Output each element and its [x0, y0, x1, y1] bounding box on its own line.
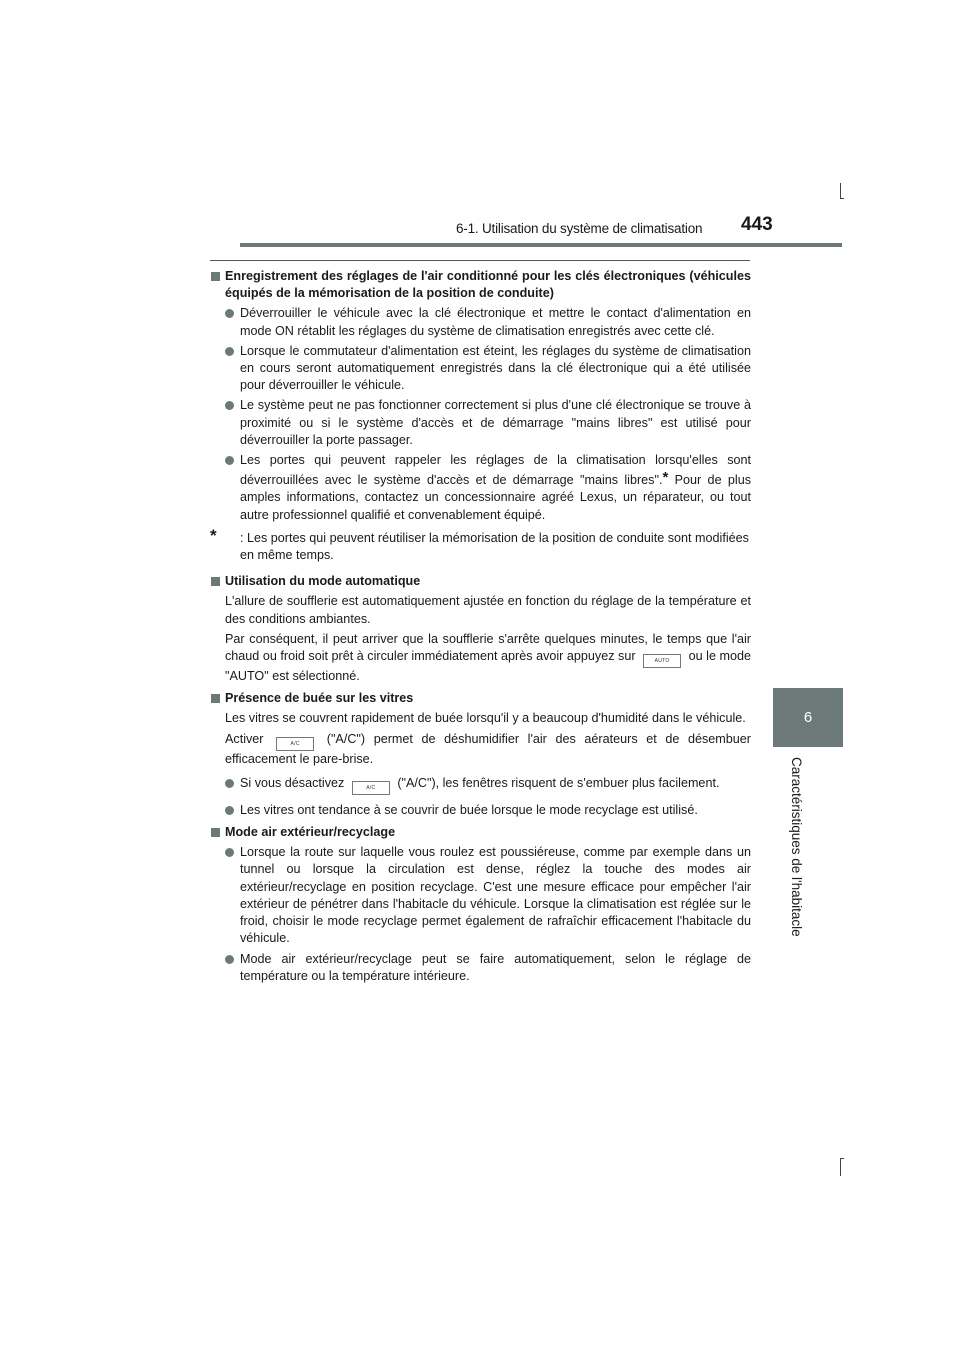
list-item-text: Lorsque la route sur laquelle vous roulez est poussiéreuse, comme par exemple dans un tunnel ou lorsque la circulation est dense, réglez la touche des modes air extérieur/recyclage en position recyclage. C'est une mesure efficace pour empêcher l'air extérieur de pénétrer dans l'habitacle du véhicule. Lorsque la climatisation est réglée sur le froid, choisir le mode recyclage permet également de rafraîchir efficacement l'habitacle du véhicule.: [240, 845, 751, 946]
chapter-label-vertical: [778, 757, 808, 937]
section-heading: [210, 268, 751, 302]
list-item-text: Les portes qui peuvent rappeler les réglages de la climatisation lorsqu'elles sont déverrouillées avec le système d'accès et de démarrage "mains libres".: [240, 453, 751, 488]
auto-button-icon: AUTO: [643, 654, 681, 668]
list-item-text: Si vous désactivez: [240, 775, 345, 790]
paragraph-text: ("A/C") permet de déshumidifier l'air des aérateurs et de désembuer efficacement le pare-brise.: [225, 731, 752, 766]
section-title: 6-1. Utilisation du système de climatisation: [456, 221, 703, 236]
section-fogging: [210, 690, 751, 819]
round-bullet-icon: [225, 456, 234, 465]
section-memory-settings: [210, 268, 751, 564]
footnote-marker: *: [662, 469, 669, 487]
section-heading-text: Présence de buée sur les vitres: [225, 691, 414, 706]
round-bullet-icon: [225, 309, 234, 318]
round-bullet-icon: [225, 848, 234, 857]
list-item: [210, 802, 751, 819]
ac-button-icon: A/C: [276, 737, 314, 751]
crop-mark-bottom: [840, 1158, 841, 1176]
square-bullet-icon: [211, 694, 220, 703]
list-item: [210, 397, 751, 449]
section-heading-text: Mode air extérieur/recyclage: [225, 825, 396, 840]
chapter-number: 6: [803, 709, 813, 726]
section-auto-mode: [210, 573, 751, 685]
list-item-text: Pour de plus amples informations, contactez un concessionnaire agréé Lexus, un réparateur, ou tout autre professionnel qualifié et convenablement équipé.: [240, 473, 751, 522]
section-heading: [210, 573, 751, 590]
list-item: [210, 452, 751, 524]
content-rule: [210, 260, 750, 261]
list-item-text: ("A/C"), les fenêtres risquent de s'embuer plus facilement.: [397, 775, 720, 790]
round-bullet-icon: [225, 347, 234, 356]
paragraph: [210, 731, 751, 768]
section-heading: [210, 824, 751, 841]
page-content: [210, 268, 751, 985]
list-item: [210, 951, 751, 985]
list-item: [210, 343, 751, 395]
round-bullet-icon: [225, 779, 234, 788]
section-air-mode: [210, 824, 751, 985]
paragraph: [210, 631, 751, 685]
square-bullet-icon: [211, 577, 220, 586]
round-bullet-icon: [225, 401, 234, 410]
list-item-text: Les vitres ont tendance à se couvrir de buée lorsque le mode recyclage est utilisé.: [240, 802, 698, 817]
list-item: [210, 305, 751, 339]
section-heading-text: Utilisation du mode automatique: [225, 574, 421, 589]
list-item-text: Mode air extérieur/recyclage peut se faire automatiquement, selon le réglage de température ou la température intérieure.: [240, 951, 751, 983]
paragraph-text: Par conséquent, il peut arriver que la soufflerie s'arrête quelques minutes, le temps que l'air chaud ou froid soit prêt à circuler immédiatement après avoir appuyez sur: [225, 631, 751, 664]
chapter-label: Caractéristiques de l'habitacle: [789, 757, 804, 937]
footnote: [210, 525, 751, 564]
list-item: [210, 775, 751, 795]
round-bullet-icon: [225, 955, 234, 964]
footnote-text: : Les portes qui peuvent réutiliser la mémorisation de la position de conduite sont modifiées en même temps.: [240, 530, 749, 563]
header-rule: [240, 243, 842, 247]
crop-mark-top: [840, 183, 841, 199]
footnote-star: *: [210, 525, 217, 545]
ac-button-icon: A/C: [352, 781, 390, 795]
square-bullet-icon: [211, 272, 220, 281]
paragraph: Les vitres se couvrent rapidement de buée lorsqu'il y a beaucoup d'humidité dans le véhicule.: [225, 711, 746, 726]
section-heading-text: Enregistrement des réglages de l'air conditionné pour les clés électroniques (véhicules équipés de la mémorisation de la position de conduite): [225, 269, 751, 301]
list-item-text: Déverrouiller le véhicule avec la clé électronique et mettre le contact d'alimentation en mode ON rétablit les réglages du système de climatisation enregistrés avec cette clé.: [240, 306, 751, 338]
list-item: [210, 844, 751, 947]
paragraph: L'allure de soufflerie est automatiquement ajustée en fonction du réglage de la température et des conditions ambiantes.: [225, 594, 751, 626]
paragraph-text: Activer: [225, 731, 264, 746]
paragraph-text: ou le mode "AUTO" est sélectionné.: [225, 649, 752, 684]
chapter-tab: [773, 688, 843, 747]
round-bullet-icon: [225, 806, 234, 815]
section-heading: [210, 690, 751, 707]
list-item-text: Le système peut ne pas fonctionner correctement si plus d'une clé électronique se trouve à proximité ou si le système d'accès et de démarrage "mains libres" est utilisé pour déverrouiller la porte passager.: [240, 398, 751, 447]
square-bullet-icon: [211, 828, 220, 837]
page-number: 443: [741, 214, 773, 235]
list-item-text: Lorsque le commutateur d'alimentation est éteint, les réglages du système de climatisation en cours seront automatiquement enregistrés dans la clé électronique qui a été utilisée pour déverrouiller le véhicule.: [240, 343, 751, 393]
